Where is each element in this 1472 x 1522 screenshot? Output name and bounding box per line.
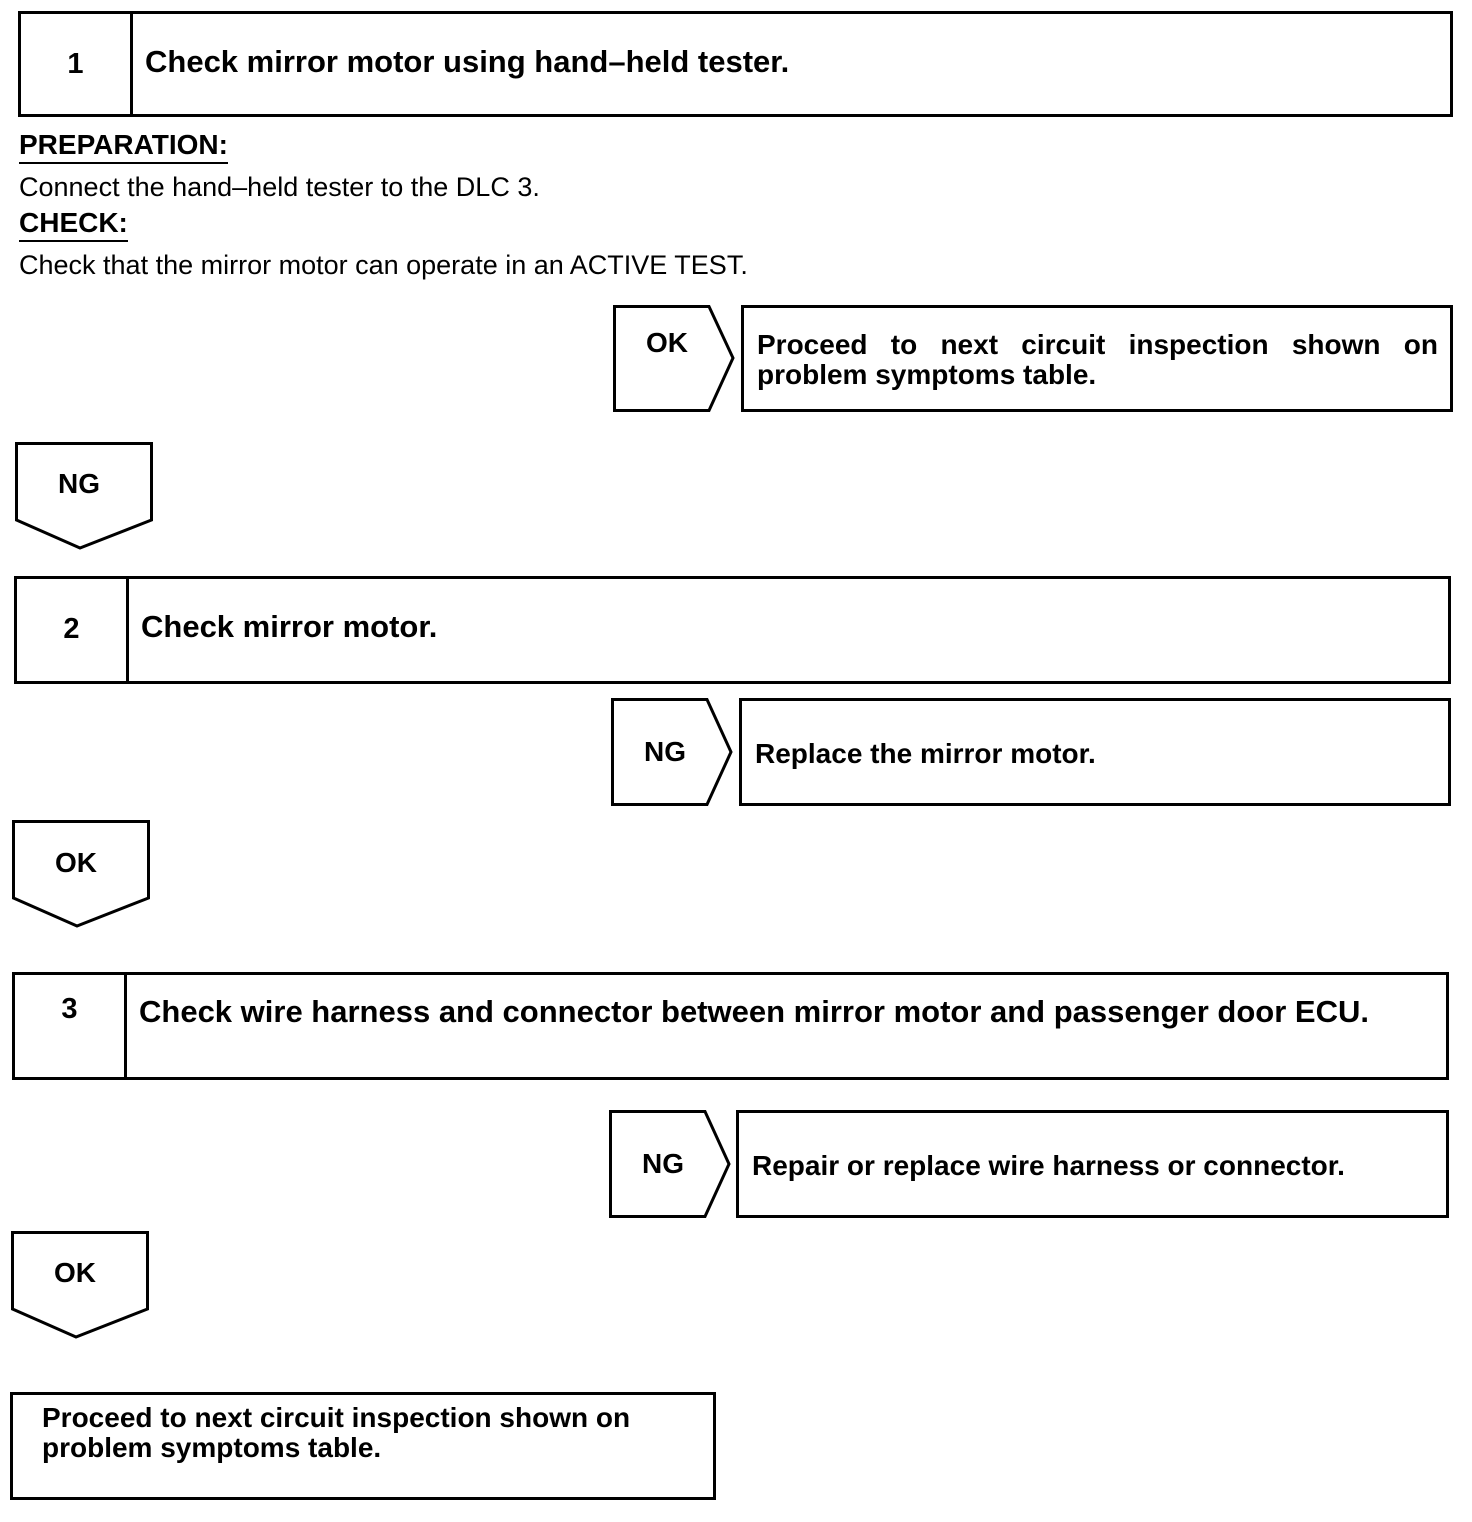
step2-ng-result-box: Replace the mirror motor. [739, 698, 1451, 806]
ng-branch-arrow [609, 1110, 731, 1218]
preparation-heading: PREPARATION: [19, 129, 228, 164]
ok-branch-arrow [12, 820, 150, 928]
check-text: Check that the mirror motor can operate in an ACTIVE TEST. [19, 250, 748, 280]
ng-label: NG [58, 468, 100, 499]
ok-label: OK [646, 327, 688, 358]
step-title: Check mirror motor. [141, 609, 438, 644]
ok-label: OK [55, 847, 97, 878]
step-number: 1 [21, 14, 133, 114]
step-1-box [18, 11, 1453, 117]
step1-ok-result-box: Proceed to next circuit inspection shown on problem symptoms table. [741, 305, 1453, 412]
step-2-box [14, 576, 1451, 684]
ok-branch-arrow [613, 305, 735, 412]
ok-branch-arrow [11, 1231, 149, 1339]
ng-branch-arrow [15, 442, 153, 550]
step-3-box [12, 972, 1449, 1080]
step-number: 2 [17, 579, 129, 681]
preparation-text: Connect the hand–held tester to the DLC 3. [19, 172, 540, 202]
step-title: Check mirror motor using hand–held tester. [145, 44, 790, 79]
ng-branch-arrow [611, 698, 733, 806]
check-heading: CHECK: [19, 207, 128, 242]
final-result-box: Proceed to next circuit inspection shown on problem symptoms table. [10, 1392, 716, 1500]
step-number: 3 [15, 975, 127, 1077]
ok-label: OK [54, 1257, 96, 1288]
step-title: Check wire harness and connector between mirror motor and passenger door ECU. [139, 994, 1369, 1029]
ng-label: NG [642, 1148, 684, 1179]
step3-ng-result-box: Repair or replace wire harness or connector. [736, 1110, 1449, 1218]
ng-label: NG [644, 736, 686, 767]
